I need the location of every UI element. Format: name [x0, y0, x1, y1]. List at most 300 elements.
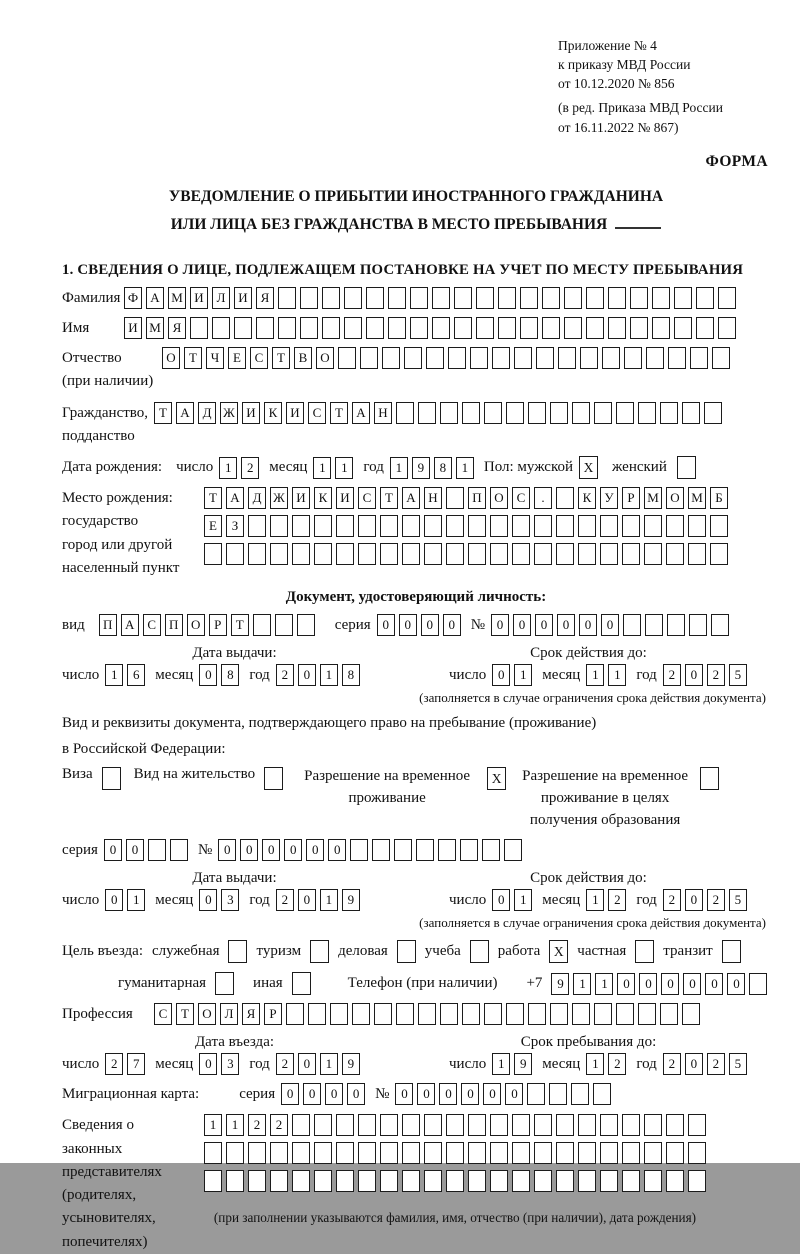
- form-cell[interactable]: 0: [104, 839, 122, 861]
- form-cell[interactable]: [580, 347, 598, 369]
- form-cell[interactable]: [660, 1003, 678, 1025]
- form-cell[interactable]: [542, 317, 560, 339]
- form-cell[interactable]: 0: [705, 973, 723, 995]
- form-cell[interactable]: Я: [242, 1003, 260, 1025]
- form-cell[interactable]: [470, 347, 488, 369]
- form-cell[interactable]: Ж: [270, 487, 288, 509]
- purpose-transit-checkbox[interactable]: [722, 940, 741, 963]
- form-cell[interactable]: [490, 1170, 508, 1192]
- form-cell[interactable]: [336, 543, 354, 565]
- form-cell[interactable]: [454, 287, 472, 309]
- form-cell[interactable]: [504, 839, 522, 861]
- form-cell[interactable]: 1: [320, 889, 338, 911]
- form-cell[interactable]: [322, 317, 340, 339]
- form-cell[interactable]: [594, 1003, 612, 1025]
- form-cell[interactable]: 0: [685, 1053, 703, 1075]
- form-cell[interactable]: [666, 515, 684, 537]
- form-cell[interactable]: [382, 347, 400, 369]
- form-cell[interactable]: А: [176, 402, 194, 424]
- form-cell[interactable]: [644, 1114, 662, 1136]
- purpose-private-checkbox[interactable]: [635, 940, 654, 963]
- form-cell[interactable]: [248, 515, 266, 537]
- form-cell[interactable]: 0: [461, 1083, 479, 1105]
- form-cell[interactable]: [520, 287, 538, 309]
- form-cell[interactable]: 0: [727, 973, 745, 995]
- form-cell[interactable]: [336, 1142, 354, 1164]
- form-cell[interactable]: [314, 1114, 332, 1136]
- form-cell[interactable]: Ф: [124, 287, 142, 309]
- form-cell[interactable]: [410, 317, 428, 339]
- form-cell[interactable]: [512, 543, 530, 565]
- form-cell[interactable]: [688, 1142, 706, 1164]
- purpose-other-checkbox[interactable]: [292, 972, 311, 995]
- form-cell[interactable]: П: [468, 487, 486, 509]
- stay-valid-year[interactable]: [663, 889, 747, 911]
- birthplace-cells-row2[interactable]: [204, 515, 728, 537]
- form-cell[interactable]: 2: [608, 1053, 626, 1075]
- form-cell[interactable]: [454, 317, 472, 339]
- form-cell[interactable]: [623, 614, 641, 636]
- form-cell[interactable]: [600, 1142, 618, 1164]
- form-cell[interactable]: [578, 515, 596, 537]
- form-cell[interactable]: [668, 347, 686, 369]
- form-cell[interactable]: [418, 402, 436, 424]
- form-cell[interactable]: [446, 543, 464, 565]
- form-cell[interactable]: [490, 515, 508, 537]
- form-cell[interactable]: [564, 287, 582, 309]
- form-cell[interactable]: [534, 515, 552, 537]
- form-cell[interactable]: [204, 1170, 222, 1192]
- form-cell[interactable]: [446, 1114, 464, 1136]
- form-cell[interactable]: 5: [729, 664, 747, 686]
- form-cell[interactable]: 8: [221, 664, 239, 686]
- form-cell[interactable]: [689, 614, 707, 636]
- form-cell[interactable]: 0: [439, 1083, 457, 1105]
- form-cell[interactable]: [718, 317, 736, 339]
- form-cell[interactable]: [338, 347, 356, 369]
- form-cell[interactable]: 0: [483, 1083, 501, 1105]
- form-cell[interactable]: 0: [685, 889, 703, 911]
- form-cell[interactable]: [490, 543, 508, 565]
- form-cell[interactable]: С: [358, 487, 376, 509]
- form-cell[interactable]: 0: [347, 1083, 365, 1105]
- form-cell[interactable]: 3: [221, 1053, 239, 1075]
- form-cell[interactable]: [402, 543, 420, 565]
- form-cell[interactable]: [476, 317, 494, 339]
- form-cell[interactable]: [660, 402, 678, 424]
- form-cell[interactable]: [512, 515, 530, 537]
- form-cell[interactable]: [253, 614, 271, 636]
- form-cell[interactable]: [512, 1142, 530, 1164]
- form-cell[interactable]: [396, 1003, 414, 1025]
- form-cell[interactable]: Д: [248, 487, 266, 509]
- form-cell[interactable]: [558, 347, 576, 369]
- form-cell[interactable]: 0: [126, 839, 144, 861]
- form-cell[interactable]: [468, 1170, 486, 1192]
- form-cell[interactable]: [248, 1170, 266, 1192]
- form-cell[interactable]: 1: [492, 1053, 510, 1075]
- form-cell[interactable]: [424, 1142, 442, 1164]
- form-cell[interactable]: [322, 287, 340, 309]
- form-cell[interactable]: 1: [595, 973, 613, 995]
- form-cell[interactable]: [644, 1142, 662, 1164]
- form-cell[interactable]: [314, 543, 332, 565]
- form-cell[interactable]: [336, 1170, 354, 1192]
- form-cell[interactable]: [644, 1170, 662, 1192]
- form-cell[interactable]: [674, 317, 692, 339]
- form-cell[interactable]: 0: [617, 973, 635, 995]
- form-cell[interactable]: [440, 1003, 458, 1025]
- form-cell[interactable]: П: [99, 614, 117, 636]
- form-cell[interactable]: [426, 347, 444, 369]
- form-cell[interactable]: [534, 543, 552, 565]
- form-cell[interactable]: [498, 287, 516, 309]
- form-cell[interactable]: [468, 515, 486, 537]
- form-cell[interactable]: [688, 1170, 706, 1192]
- residence-permit-checkbox[interactable]: [264, 767, 283, 790]
- form-cell[interactable]: 0: [557, 614, 575, 636]
- form-cell[interactable]: [446, 1170, 464, 1192]
- doc-valid-year[interactable]: [663, 664, 747, 686]
- form-cell[interactable]: [749, 973, 767, 995]
- form-cell[interactable]: [380, 515, 398, 537]
- form-cell[interactable]: О: [162, 347, 180, 369]
- form-cell[interactable]: [527, 1083, 545, 1105]
- form-cell[interactable]: [314, 515, 332, 537]
- form-cell[interactable]: 2: [276, 889, 294, 911]
- form-cell[interactable]: У: [600, 487, 618, 509]
- form-cell[interactable]: [646, 347, 664, 369]
- form-cell[interactable]: [578, 1114, 596, 1136]
- form-cell[interactable]: 0: [240, 839, 258, 861]
- form-cell[interactable]: 1: [514, 664, 532, 686]
- form-cell[interactable]: [534, 1170, 552, 1192]
- form-cell[interactable]: А: [226, 487, 244, 509]
- form-cell[interactable]: 1: [226, 1114, 244, 1136]
- form-cell[interactable]: [622, 515, 640, 537]
- stay-valid-month[interactable]: [586, 889, 626, 911]
- form-cell[interactable]: 2: [248, 1114, 266, 1136]
- form-cell[interactable]: [644, 543, 662, 565]
- form-cell[interactable]: [396, 402, 414, 424]
- form-cell[interactable]: [593, 1083, 611, 1105]
- birthplace-cells-row1[interactable]: [204, 487, 728, 509]
- form-cell[interactable]: М: [688, 487, 706, 509]
- form-cell[interactable]: М: [146, 317, 164, 339]
- form-cell[interactable]: [308, 1003, 326, 1025]
- form-cell[interactable]: [594, 402, 612, 424]
- form-cell[interactable]: [572, 402, 590, 424]
- form-cell[interactable]: А: [146, 287, 164, 309]
- form-cell[interactable]: [380, 1114, 398, 1136]
- form-cell[interactable]: [616, 402, 634, 424]
- form-cell[interactable]: [482, 839, 500, 861]
- form-cell[interactable]: 1: [105, 664, 123, 686]
- form-cell[interactable]: Т: [154, 402, 172, 424]
- form-cell[interactable]: 2: [276, 1053, 294, 1075]
- form-cell[interactable]: Б: [710, 487, 728, 509]
- form-cell[interactable]: [358, 543, 376, 565]
- purpose-work-checkbox[interactable]: X: [549, 940, 568, 963]
- form-cell[interactable]: [416, 839, 434, 861]
- form-cell[interactable]: 0: [535, 614, 553, 636]
- form-cell[interactable]: [645, 614, 663, 636]
- form-cell[interactable]: 1: [219, 457, 237, 479]
- form-cell[interactable]: [484, 402, 502, 424]
- form-cell[interactable]: 1: [514, 889, 532, 911]
- form-cell[interactable]: 6: [127, 664, 145, 686]
- form-cell[interactable]: [652, 287, 670, 309]
- form-cell[interactable]: [402, 1114, 420, 1136]
- form-cell[interactable]: [556, 515, 574, 537]
- temp-residence-checkbox[interactable]: X: [487, 767, 506, 790]
- form-cell[interactable]: Т: [204, 487, 222, 509]
- form-cell[interactable]: [666, 1170, 684, 1192]
- form-cell[interactable]: 2: [608, 889, 626, 911]
- sex-female-checkbox[interactable]: [677, 456, 696, 479]
- form-cell[interactable]: [690, 347, 708, 369]
- form-cell[interactable]: 0: [492, 664, 510, 686]
- form-cell[interactable]: 0: [199, 1053, 217, 1075]
- form-cell[interactable]: 0: [421, 614, 439, 636]
- form-cell[interactable]: [586, 317, 604, 339]
- form-cell[interactable]: 0: [443, 614, 461, 636]
- form-cell[interactable]: [498, 317, 516, 339]
- form-cell[interactable]: [292, 515, 310, 537]
- form-cell[interactable]: [682, 402, 700, 424]
- form-cell[interactable]: 0: [505, 1083, 523, 1105]
- form-cell[interactable]: [682, 1003, 700, 1025]
- form-cell[interactable]: 0: [218, 839, 236, 861]
- form-cell[interactable]: [528, 402, 546, 424]
- form-cell[interactable]: [571, 1083, 589, 1105]
- doc-issued-year[interactable]: [276, 664, 360, 686]
- form-cell[interactable]: [600, 515, 618, 537]
- form-cell[interactable]: [600, 543, 618, 565]
- form-cell[interactable]: [490, 1142, 508, 1164]
- form-cell[interactable]: [652, 317, 670, 339]
- form-cell[interactable]: Л: [212, 287, 230, 309]
- form-cell[interactable]: [528, 1003, 546, 1025]
- form-cell[interactable]: О: [187, 614, 205, 636]
- form-cell[interactable]: [710, 543, 728, 565]
- form-cell[interactable]: Р: [264, 1003, 282, 1025]
- form-cell[interactable]: 1: [320, 1053, 338, 1075]
- birth-year-cells[interactable]: [390, 457, 474, 479]
- purpose-tourism-checkbox[interactable]: [310, 940, 329, 963]
- form-cell[interactable]: И: [190, 287, 208, 309]
- form-cell[interactable]: [462, 402, 480, 424]
- form-cell[interactable]: [270, 1142, 288, 1164]
- form-cell[interactable]: [424, 1170, 442, 1192]
- form-cell[interactable]: [446, 515, 464, 537]
- form-cell[interactable]: [602, 347, 620, 369]
- form-cell[interactable]: [514, 347, 532, 369]
- form-cell[interactable]: [300, 317, 318, 339]
- form-cell[interactable]: 1: [127, 889, 145, 911]
- form-cell[interactable]: М: [644, 487, 662, 509]
- form-cell[interactable]: [688, 543, 706, 565]
- purpose-study-checkbox[interactable]: [470, 940, 489, 963]
- form-cell[interactable]: 0: [639, 973, 657, 995]
- form-cell[interactable]: [462, 1003, 480, 1025]
- form-cell[interactable]: 0: [298, 664, 316, 686]
- form-cell[interactable]: 0: [298, 889, 316, 911]
- form-cell[interactable]: 1: [573, 973, 591, 995]
- form-cell[interactable]: 0: [298, 1053, 316, 1075]
- form-cell[interactable]: 9: [551, 973, 569, 995]
- form-cell[interactable]: [638, 1003, 656, 1025]
- form-cell[interactable]: [358, 1142, 376, 1164]
- form-cell[interactable]: [394, 839, 412, 861]
- form-cell[interactable]: [549, 1083, 567, 1105]
- form-cell[interactable]: 0: [417, 1083, 435, 1105]
- stay-issued-year[interactable]: [276, 889, 360, 911]
- form-cell[interactable]: [314, 1170, 332, 1192]
- representatives-cells-row1[interactable]: [204, 1114, 706, 1136]
- form-cell[interactable]: 0: [661, 973, 679, 995]
- form-cell[interactable]: [556, 1142, 574, 1164]
- birthplace-cells-row3[interactable]: [204, 543, 728, 565]
- form-cell[interactable]: [520, 317, 538, 339]
- form-cell[interactable]: О: [490, 487, 508, 509]
- form-cell[interactable]: [468, 1114, 486, 1136]
- form-cell[interactable]: С: [143, 614, 161, 636]
- doc-valid-month[interactable]: [586, 664, 626, 686]
- form-cell[interactable]: 0: [199, 664, 217, 686]
- form-cell[interactable]: [622, 543, 640, 565]
- form-cell[interactable]: [270, 1170, 288, 1192]
- form-cell[interactable]: [388, 287, 406, 309]
- form-cell[interactable]: [432, 317, 450, 339]
- form-cell[interactable]: [226, 1170, 244, 1192]
- form-cell[interactable]: [638, 402, 656, 424]
- form-cell[interactable]: М: [168, 287, 186, 309]
- form-cell[interactable]: 2: [707, 664, 725, 686]
- form-cell[interactable]: Д: [198, 402, 216, 424]
- form-cell[interactable]: [712, 347, 730, 369]
- form-cell[interactable]: [418, 1003, 436, 1025]
- form-cell[interactable]: [534, 1142, 552, 1164]
- form-cell[interactable]: [366, 287, 384, 309]
- form-cell[interactable]: 1: [586, 1053, 604, 1075]
- form-cell[interactable]: [380, 543, 398, 565]
- form-cell[interactable]: [380, 1170, 398, 1192]
- firstname-cells[interactable]: [124, 317, 736, 339]
- form-cell[interactable]: 0: [601, 614, 619, 636]
- form-cell[interactable]: [718, 287, 736, 309]
- form-cell[interactable]: 2: [707, 1053, 725, 1075]
- patronymic-cells[interactable]: [162, 347, 730, 369]
- form-cell[interactable]: 3: [221, 889, 239, 911]
- form-cell[interactable]: [578, 1170, 596, 1192]
- form-cell[interactable]: [512, 1114, 530, 1136]
- form-cell[interactable]: 7: [127, 1053, 145, 1075]
- form-cell[interactable]: [410, 287, 428, 309]
- form-cell[interactable]: [424, 543, 442, 565]
- form-cell[interactable]: Т: [330, 402, 348, 424]
- form-cell[interactable]: [556, 1170, 574, 1192]
- form-cell[interactable]: [256, 317, 274, 339]
- form-cell[interactable]: 2: [663, 664, 681, 686]
- form-cell[interactable]: 1: [456, 457, 474, 479]
- form-cell[interactable]: Н: [424, 487, 442, 509]
- form-cell[interactable]: [190, 317, 208, 339]
- form-cell[interactable]: 1: [335, 457, 353, 479]
- form-cell[interactable]: [556, 487, 574, 509]
- form-cell[interactable]: [204, 1142, 222, 1164]
- form-cell[interactable]: [622, 1142, 640, 1164]
- form-cell[interactable]: [550, 402, 568, 424]
- form-cell[interactable]: [556, 543, 574, 565]
- doc-issued-day[interactable]: [105, 664, 145, 686]
- form-cell[interactable]: С: [250, 347, 268, 369]
- form-cell[interactable]: 9: [514, 1053, 532, 1075]
- form-cell[interactable]: [438, 839, 456, 861]
- form-cell[interactable]: [666, 1114, 684, 1136]
- form-cell[interactable]: [248, 1142, 266, 1164]
- form-cell[interactable]: И: [124, 317, 142, 339]
- stay-until-year[interactable]: [663, 1053, 747, 1075]
- form-cell[interactable]: .: [534, 487, 552, 509]
- form-cell[interactable]: [666, 1142, 684, 1164]
- form-cell[interactable]: [506, 402, 524, 424]
- form-cell[interactable]: 0: [491, 614, 509, 636]
- form-cell[interactable]: [292, 1142, 310, 1164]
- form-cell[interactable]: [492, 347, 510, 369]
- form-cell[interactable]: [292, 1170, 310, 1192]
- form-cell[interactable]: 0: [685, 664, 703, 686]
- form-cell[interactable]: [608, 317, 626, 339]
- form-cell[interactable]: 2: [105, 1053, 123, 1075]
- form-cell[interactable]: [542, 287, 560, 309]
- form-cell[interactable]: И: [234, 287, 252, 309]
- form-cell[interactable]: [608, 287, 626, 309]
- form-cell[interactable]: [550, 1003, 568, 1025]
- form-cell[interactable]: [506, 1003, 524, 1025]
- form-cell[interactable]: Т: [231, 614, 249, 636]
- form-cell[interactable]: 0: [328, 839, 346, 861]
- form-cell[interactable]: [380, 1142, 398, 1164]
- form-cell[interactable]: [704, 402, 722, 424]
- form-cell[interactable]: Ж: [220, 402, 238, 424]
- representatives-cells-row2[interactable]: [204, 1142, 706, 1164]
- form-cell[interactable]: 0: [281, 1083, 299, 1105]
- form-cell[interactable]: О: [198, 1003, 216, 1025]
- form-cell[interactable]: [484, 1003, 502, 1025]
- temp-residence-edu-checkbox[interactable]: [700, 767, 719, 790]
- form-cell[interactable]: [300, 287, 318, 309]
- form-cell[interactable]: 5: [729, 1053, 747, 1075]
- form-cell[interactable]: К: [314, 487, 332, 509]
- form-cell[interactable]: 0: [492, 889, 510, 911]
- form-cell[interactable]: Л: [220, 1003, 238, 1025]
- form-cell[interactable]: [490, 1114, 508, 1136]
- form-cell[interactable]: 0: [399, 614, 417, 636]
- doc-issued-month[interactable]: [199, 664, 239, 686]
- migration-number-cells[interactable]: [395, 1083, 611, 1105]
- form-cell[interactable]: 8: [342, 664, 360, 686]
- birth-month-cells[interactable]: [313, 457, 353, 479]
- form-cell[interactable]: [358, 515, 376, 537]
- form-cell[interactable]: [572, 1003, 590, 1025]
- form-cell[interactable]: [564, 317, 582, 339]
- form-cell[interactable]: 0: [199, 889, 217, 911]
- form-cell[interactable]: [710, 515, 728, 537]
- migration-series-cells[interactable]: [281, 1083, 365, 1105]
- form-cell[interactable]: 0: [262, 839, 280, 861]
- form-cell[interactable]: [330, 1003, 348, 1025]
